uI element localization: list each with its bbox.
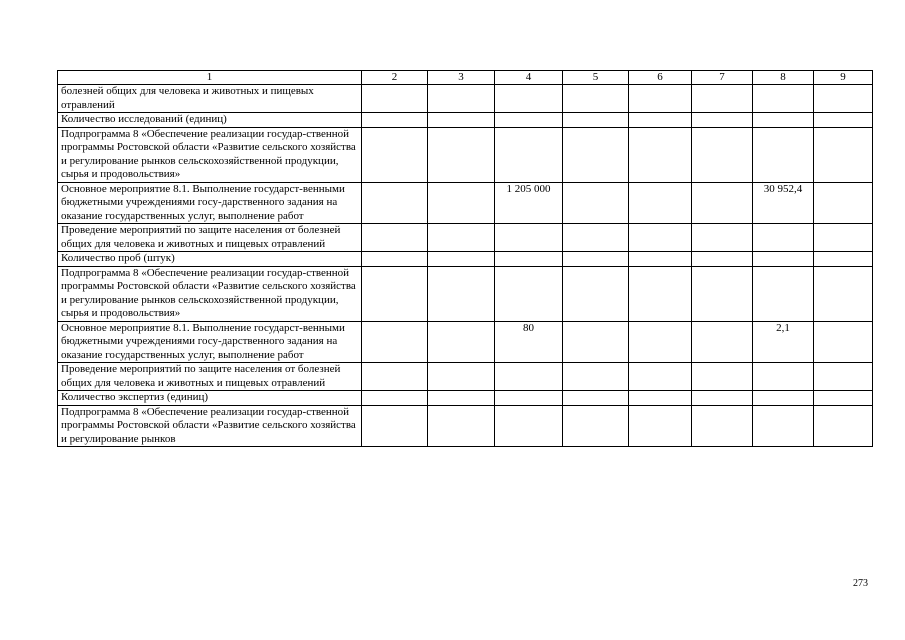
column-header-7: 7: [692, 71, 753, 85]
table-cell: [629, 113, 692, 128]
page-number: 273: [853, 578, 868, 589]
table-cell: [362, 405, 428, 447]
table-cell: [563, 321, 629, 363]
table-cell: [753, 113, 814, 128]
table-cell: Подпрограмма 8 «Обеспечение реализации государ-ственной программы Ростовской области «Развитие сельского хозяйства и регулирование рынков сельскохозяйственной продукции, сырья и продовольствия»: [58, 266, 362, 321]
table-cell: 2,1: [753, 321, 814, 363]
table-cell: [495, 405, 563, 447]
table-cell: [629, 321, 692, 363]
table-cell: [629, 363, 692, 391]
table-cell: [814, 127, 873, 182]
table-cell: [563, 266, 629, 321]
table-cell: [428, 252, 495, 267]
table-cell: 30 952,4: [753, 182, 814, 224]
table-cell: [629, 224, 692, 252]
table-cell: [495, 266, 563, 321]
table-cell: [428, 85, 495, 113]
table-cell: [753, 391, 814, 406]
table-cell: [692, 266, 753, 321]
table-cell: [428, 391, 495, 406]
table-cell: [428, 113, 495, 128]
table-cell: [692, 224, 753, 252]
table-cell: [428, 363, 495, 391]
table-cell: [563, 391, 629, 406]
table-cell: Количество экспертиз (единиц): [58, 391, 362, 406]
table-row: [58, 391, 873, 406]
table-cell: [362, 252, 428, 267]
column-header-5: 5: [563, 71, 629, 85]
table-cell: [814, 363, 873, 391]
table-cell: [692, 252, 753, 267]
data-table: [57, 70, 873, 447]
table-cell: [753, 405, 814, 447]
table-cell: [692, 321, 753, 363]
table-cell: Количество исследований (единиц): [58, 113, 362, 128]
table-cell: болезней общих для человека и животных и пищевых отравлений: [58, 85, 362, 113]
table-cell: [753, 85, 814, 113]
table-cell: [495, 391, 563, 406]
column-header-8: 8: [753, 71, 814, 85]
table-cell: [753, 224, 814, 252]
table-cell: Подпрограмма 8 «Обеспечение реализации государ-ственной программы Ростовской области «Развитие сельского хозяйства и регулирование рынков: [58, 405, 362, 447]
table-cell: [362, 127, 428, 182]
table-cell: [629, 405, 692, 447]
table-cell: [814, 391, 873, 406]
table-cell: [362, 85, 428, 113]
column-header-6: 6: [629, 71, 692, 85]
table-cell: 80: [495, 321, 563, 363]
table-row: [58, 252, 873, 267]
table-cell: [692, 85, 753, 113]
table-cell: [814, 405, 873, 447]
table-cell: [629, 266, 692, 321]
table-cell: [362, 266, 428, 321]
table-row: [58, 266, 873, 321]
table-cell: [362, 363, 428, 391]
table-cell: [814, 321, 873, 363]
table-cell: [814, 224, 873, 252]
table-row: [58, 224, 873, 252]
table-cell: [563, 224, 629, 252]
table-cell: [563, 363, 629, 391]
table-cell: [563, 405, 629, 447]
table-cell: [629, 252, 692, 267]
column-header-3: 3: [428, 71, 495, 85]
table-header-row: [58, 71, 873, 85]
table-cell: Основное мероприятие 8.1. Выполнение государст-венными бюджетными учреждениями госу-дарственного задания на оказание государственных услуг, выполнение работ: [58, 182, 362, 224]
table-cell: [495, 85, 563, 113]
table-cell: [428, 182, 495, 224]
table-cell: Проведение мероприятий по защите населения от болезней общих для человека и животных и пищевых отравлений: [58, 363, 362, 391]
table-cell: [495, 224, 563, 252]
table-cell: [629, 85, 692, 113]
table-cell: [362, 224, 428, 252]
table-cell: [814, 266, 873, 321]
table-cell: [629, 391, 692, 406]
table-cell: [814, 252, 873, 267]
table-cell: [692, 182, 753, 224]
table-cell: [692, 363, 753, 391]
table-cell: [563, 127, 629, 182]
table-row: [58, 363, 873, 391]
table-cell: [692, 405, 753, 447]
table-cell: [495, 363, 563, 391]
table-cell: [563, 85, 629, 113]
table-cell: [563, 113, 629, 128]
table-row: [58, 127, 873, 182]
table-cell: Основное мероприятие 8.1. Выполнение государст-венными бюджетными учреждениями госу-дарственного задания на оказание государственных услуг, выполнение работ: [58, 321, 362, 363]
table-cell: [362, 113, 428, 128]
table-cell: [495, 252, 563, 267]
table-cell: Количество проб (штук): [58, 252, 362, 267]
table-cell: [753, 252, 814, 267]
table-cell: [753, 363, 814, 391]
table-cell: [495, 113, 563, 128]
column-header-1: 1: [58, 71, 362, 85]
table-cell: [428, 127, 495, 182]
table-cell: [629, 182, 692, 224]
table-cell: [428, 266, 495, 321]
table-cell: [362, 182, 428, 224]
table-row: [58, 182, 873, 224]
table-cell: [814, 113, 873, 128]
table-row: [58, 113, 873, 128]
column-header-9: 9: [814, 71, 873, 85]
table-cell: Проведение мероприятий по защите населения от болезней общих для человека и животных и пищевых отравлений: [58, 224, 362, 252]
table-row: [58, 85, 873, 113]
table-cell: [692, 113, 753, 128]
table-cell: [563, 182, 629, 224]
table-cell: [629, 127, 692, 182]
table-row: [58, 321, 873, 363]
table-cell: Подпрограмма 8 «Обеспечение реализации государ-ственной программы Ростовской области «Развитие сельского хозяйства и регулирование рынков сельскохозяйственной продукции, сырья и продовольствия»: [58, 127, 362, 182]
table-cell: [428, 224, 495, 252]
table-cell: [753, 266, 814, 321]
table-cell: 1 205 000: [495, 182, 563, 224]
table-cell: [563, 252, 629, 267]
table-cell: [814, 85, 873, 113]
table-cell: [362, 391, 428, 406]
table-cell: [428, 405, 495, 447]
table-cell: [495, 127, 563, 182]
table-cell: [428, 321, 495, 363]
table-cell: [753, 127, 814, 182]
column-header-4: 4: [495, 71, 563, 85]
table-cell: [692, 127, 753, 182]
column-header-2: 2: [362, 71, 428, 85]
table-cell: [362, 321, 428, 363]
table-row: [58, 405, 873, 447]
table-cell: [814, 182, 873, 224]
table-cell: [692, 391, 753, 406]
